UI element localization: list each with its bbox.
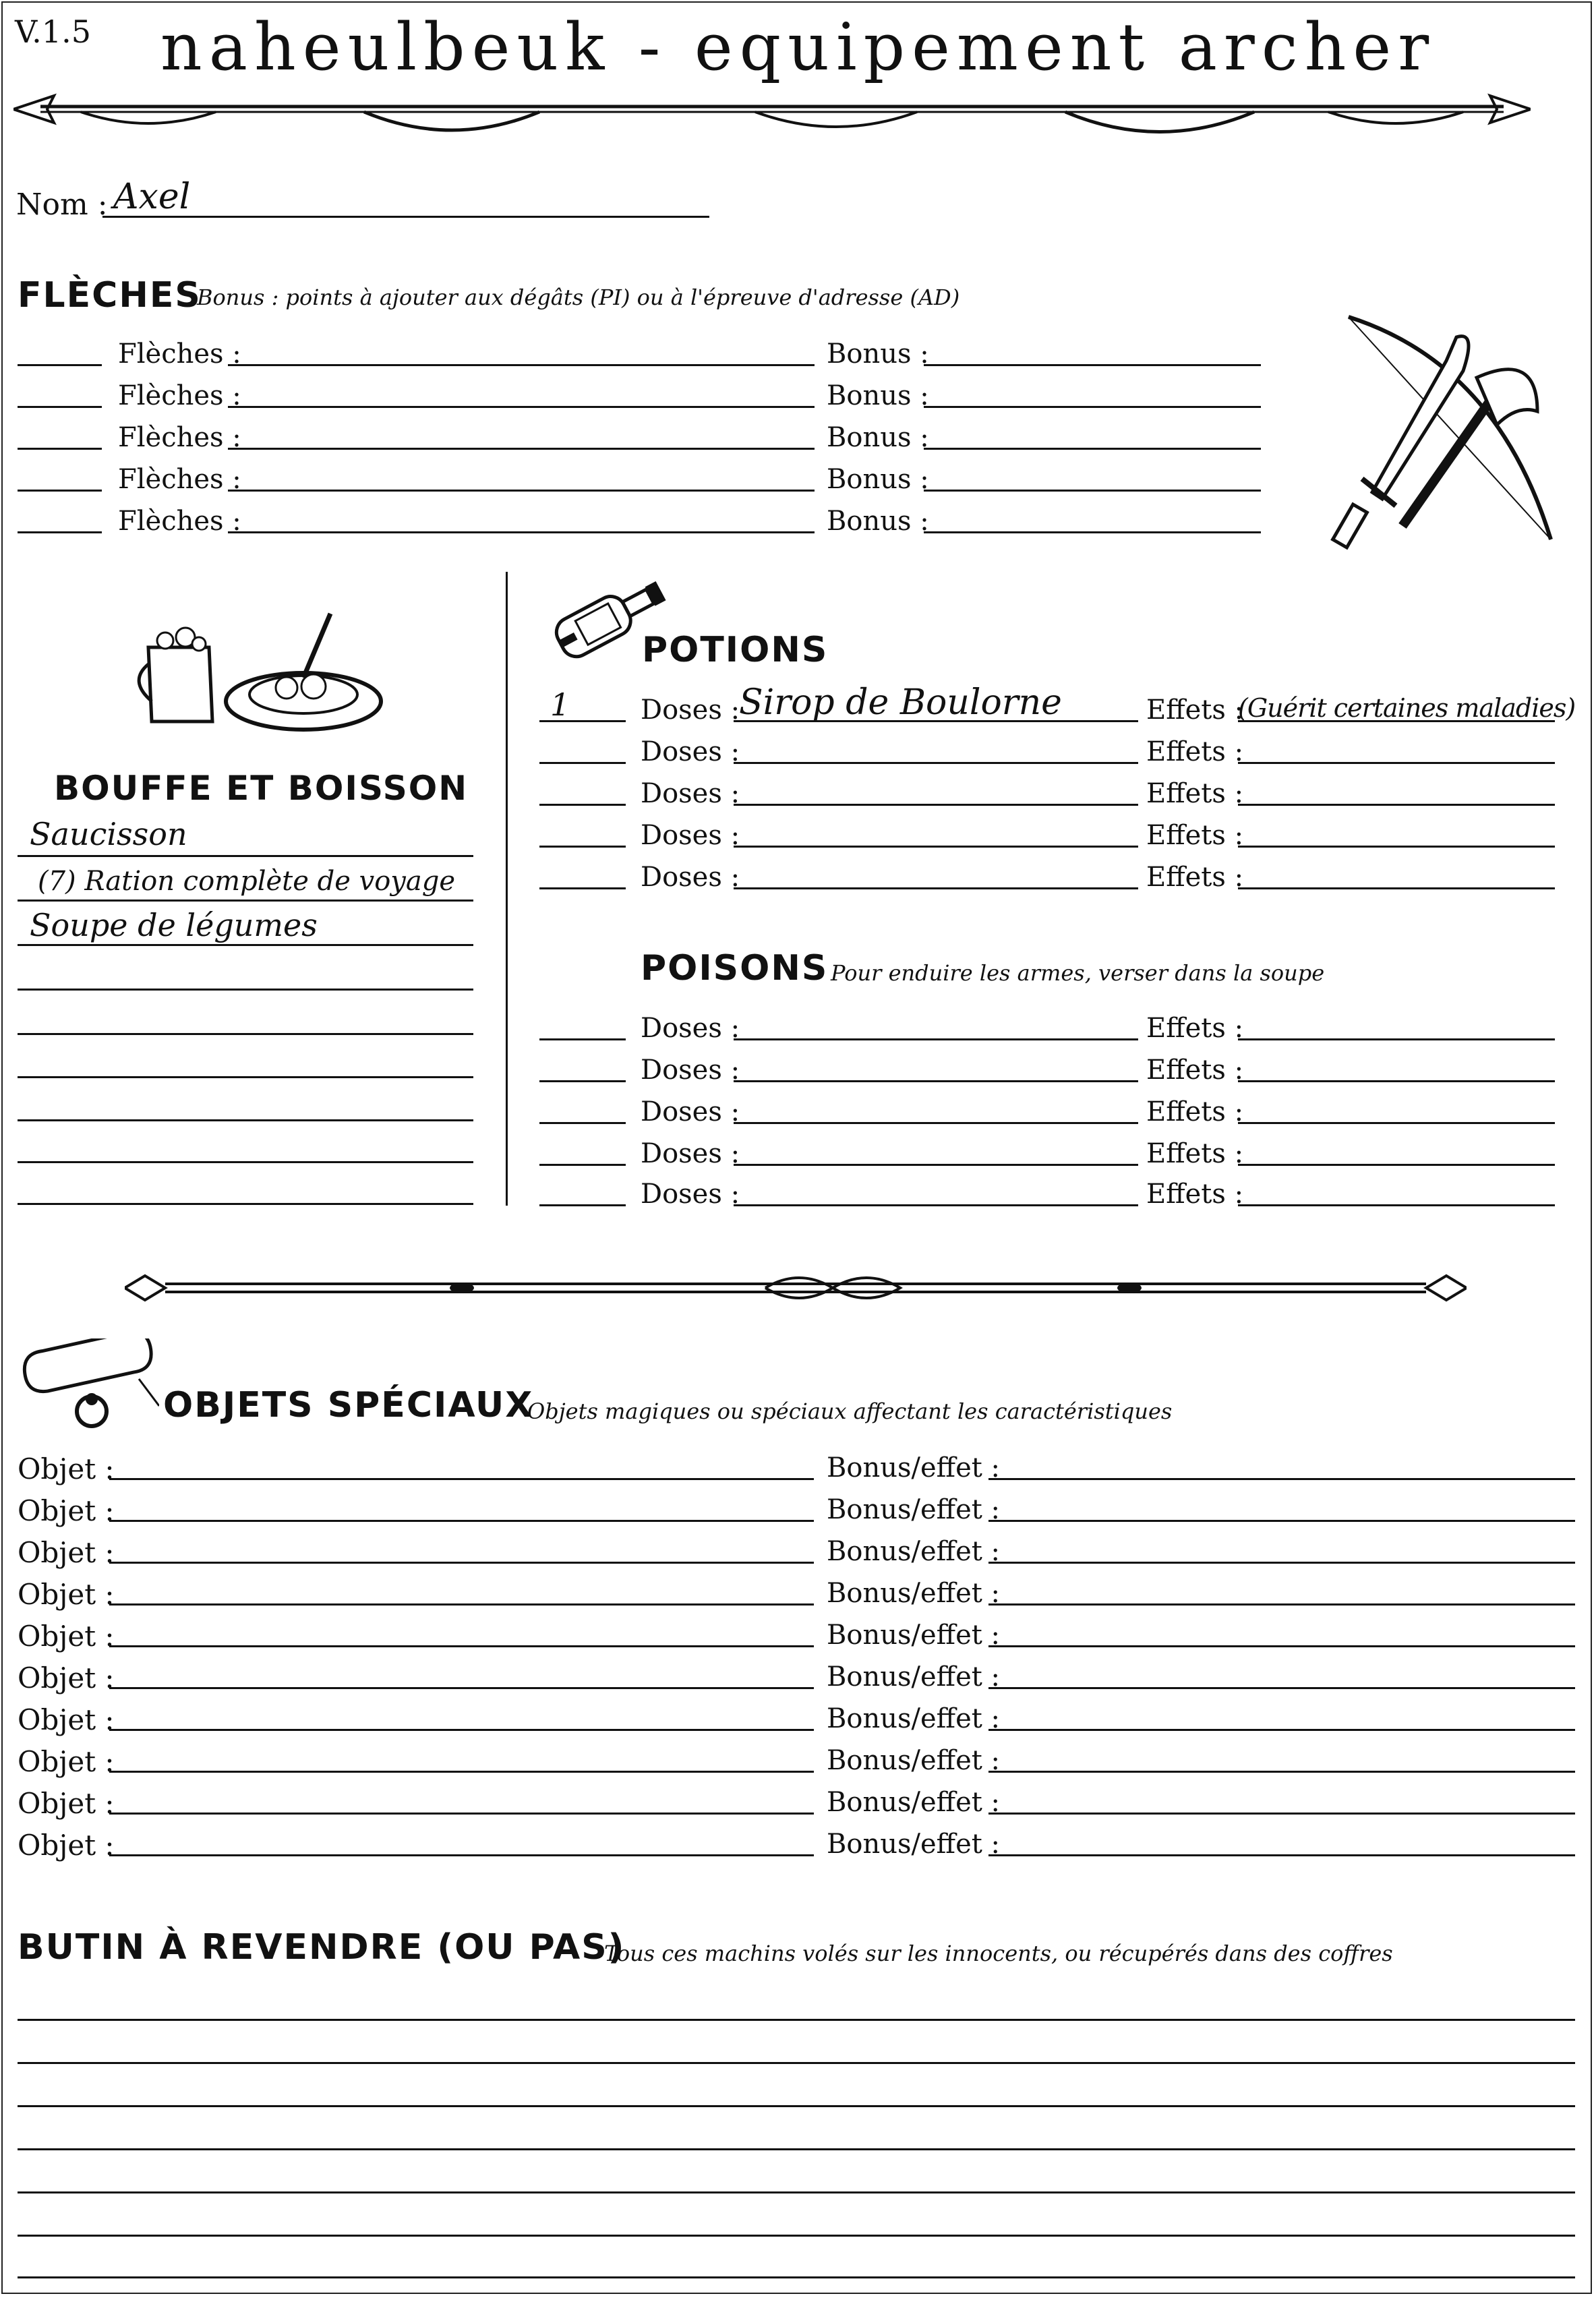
objet-bonus-line[interactable] <box>988 1645 1575 1647</box>
fleches-bonus-label: Bonus : <box>827 506 929 537</box>
poison-qty-line[interactable] <box>539 1122 626 1124</box>
fleches-bonus-label: Bonus : <box>827 422 929 453</box>
potion-effet-line[interactable] <box>1238 762 1555 764</box>
butin-line[interactable] <box>18 2191 1575 2193</box>
name-label: Nom : <box>16 187 108 222</box>
potion-qty-line[interactable] <box>539 846 626 848</box>
bouffe-heading: BOUFFE ET BOISSON <box>54 769 469 808</box>
potion-effet-line[interactable] <box>1238 846 1555 848</box>
butin-line[interactable] <box>18 2235 1575 2237</box>
objet-line[interactable] <box>109 1603 814 1605</box>
fleches-qty-line[interactable] <box>18 406 102 408</box>
poison-qty-line[interactable] <box>539 1080 626 1082</box>
bouffe-item[interactable]: Saucisson <box>30 816 187 852</box>
potion-doses-label: Doses : <box>641 820 740 851</box>
poisons-heading: POISONS <box>641 948 829 989</box>
fleches-bonus-line[interactable] <box>924 531 1261 533</box>
scroll-ring-icon <box>18 1338 159 1436</box>
bouffe-line[interactable] <box>18 900 473 902</box>
name-field-line[interactable] <box>102 216 709 218</box>
butin-note: Tous ces machins volés sur les innocents, ou récupérés dans des coffres <box>604 1941 1393 1966</box>
fleches-name-line[interactable] <box>228 448 815 450</box>
poison-effet-line[interactable] <box>1238 1164 1555 1166</box>
objets-heading: OBJETS SPÉCIAUX <box>163 1385 534 1425</box>
poison-effets-label: Effets : <box>1146 1179 1244 1210</box>
objet-line[interactable] <box>109 1771 814 1773</box>
fleches-note: Bonus : points à ajouter aux dégâts (PI) ou à l'épreuve d'adresse (AD) <box>197 285 960 310</box>
bouffe-line[interactable] <box>18 1203 473 1205</box>
bouffe-line[interactable] <box>18 1119 473 1121</box>
butin-line[interactable] <box>18 2062 1575 2064</box>
objet-label: Objet : <box>18 1745 115 1778</box>
potion-effets-label: Effets : <box>1146 736 1244 767</box>
potion-doses-label: Doses : <box>641 695 740 726</box>
objet-bonus-line[interactable] <box>988 1478 1575 1480</box>
fleches-qty-line[interactable] <box>18 364 102 366</box>
objet-bonus-line[interactable] <box>988 1854 1575 1856</box>
objet-label: Objet : <box>18 1620 115 1653</box>
objet-line[interactable] <box>109 1729 814 1731</box>
poison-qty-line[interactable] <box>539 1204 626 1206</box>
potion-qty-line[interactable] <box>539 804 626 806</box>
poison-effets-label: Effets : <box>1146 1055 1244 1086</box>
poison-doses-label: Doses : <box>641 1179 740 1210</box>
objet-label: Objet : <box>18 1578 115 1611</box>
fleches-bonus-label: Bonus : <box>827 338 929 370</box>
fleches-heading: FLÈCHES <box>18 275 202 316</box>
page-title: naheulbeuk - equipement archer <box>160 9 1436 85</box>
fleches-bonus-line[interactable] <box>924 448 1261 450</box>
poison-dose-line[interactable] <box>734 1080 1138 1082</box>
poison-doses-label: Doses : <box>641 1013 740 1044</box>
potion-qty-line[interactable] <box>539 887 626 889</box>
fleches-label: Flèches : <box>118 380 241 411</box>
objet-bonus-line[interactable] <box>988 1687 1575 1689</box>
poison-effets-label: Effets : <box>1146 1138 1244 1169</box>
objet-bonus-label: Bonus/effet : <box>827 1661 1001 1692</box>
objet-bonus-line[interactable] <box>988 1562 1575 1564</box>
fleches-label: Flèches : <box>118 422 241 453</box>
poison-effets-label: Effets : <box>1146 1013 1244 1044</box>
objet-bonus-line[interactable] <box>988 1729 1575 1731</box>
potions-heading: POTIONS <box>642 630 829 670</box>
bouffe-line[interactable] <box>18 1076 473 1078</box>
poison-dose-line[interactable] <box>734 1204 1138 1206</box>
poison-effet-line[interactable] <box>1238 1122 1555 1124</box>
objet-line[interactable] <box>109 1687 814 1689</box>
objet-line[interactable] <box>109 1813 814 1815</box>
bouffe-item[interactable]: Soupe de légumes <box>30 907 318 943</box>
objet-bonus-label: Bonus/effet : <box>827 1578 1001 1609</box>
objet-line[interactable] <box>109 1645 814 1647</box>
butin-line[interactable] <box>18 2276 1575 2278</box>
objet-bonus-line[interactable] <box>988 1813 1575 1815</box>
staff-divider-icon <box>125 1261 1467 1318</box>
fleches-label: Flèches : <box>118 506 241 537</box>
potion-qty-line[interactable] <box>539 762 626 764</box>
fleches-bonus-label: Bonus : <box>827 464 929 495</box>
objet-bonus-line[interactable] <box>988 1771 1575 1773</box>
potion-effet-line[interactable] <box>1238 804 1555 806</box>
objet-bonus-label: Bonus/effet : <box>827 1745 1001 1776</box>
butin-line[interactable] <box>18 2019 1575 2021</box>
objet-bonus-label: Bonus/effet : <box>827 1787 1001 1818</box>
objet-label: Objet : <box>18 1494 115 1527</box>
objet-line[interactable] <box>109 1520 814 1522</box>
bouffe-line[interactable] <box>18 944 473 946</box>
objet-label: Objet : <box>18 1787 115 1820</box>
fleches-bonus-label: Bonus : <box>827 380 929 411</box>
potion-doses-label: Doses : <box>641 862 740 893</box>
objet-bonus-label: Bonus/effet : <box>827 1829 1001 1860</box>
potion-effets-label: Effets : <box>1146 778 1244 809</box>
arrow-divider-icon <box>13 81 1531 155</box>
poison-effet-line[interactable] <box>1238 1080 1555 1082</box>
objet-line[interactable] <box>109 1478 814 1480</box>
potion-dose-line[interactable] <box>734 846 1138 848</box>
potion-qty[interactable]: 1 <box>550 686 570 723</box>
objet-bonus-line[interactable] <box>988 1520 1575 1522</box>
potion-dose-value[interactable]: Sirop de Boulorne <box>739 682 1062 723</box>
fleches-bonus-line[interactable] <box>924 364 1261 366</box>
name-value[interactable]: Axel <box>113 177 191 217</box>
poison-qty-line[interactable] <box>539 1164 626 1166</box>
objet-bonus-label: Bonus/effet : <box>827 1620 1001 1651</box>
fleches-name-line[interactable] <box>228 490 815 492</box>
objet-bonus-label: Bonus/effet : <box>827 1703 1001 1734</box>
objets-note: Objets magiques ou spéciaux affectant les caractéristiques <box>527 1398 1173 1424</box>
poison-doses-label: Doses : <box>641 1096 740 1127</box>
objet-label: Objet : <box>18 1661 115 1695</box>
potion-dose-line[interactable] <box>734 887 1138 889</box>
fleches-name-line[interactable] <box>228 364 815 366</box>
objet-label: Objet : <box>18 1536 115 1569</box>
objet-label: Objet : <box>18 1452 115 1485</box>
poison-dose-line[interactable] <box>734 1122 1138 1124</box>
fleches-bonus-line[interactable] <box>924 406 1261 408</box>
bouffe-item[interactable]: (7) Ration complète de voyage <box>38 866 456 897</box>
bouffe-line[interactable] <box>18 1161 473 1163</box>
objet-line[interactable] <box>109 1854 814 1856</box>
fleches-label: Flèches : <box>118 464 241 495</box>
fleches-qty-line[interactable] <box>18 448 102 450</box>
potion-effet-line[interactable] <box>1238 887 1555 889</box>
fleches-bonus-line[interactable] <box>924 490 1261 492</box>
fleches-qty-line[interactable] <box>18 531 102 533</box>
poison-dose-line[interactable] <box>734 1164 1138 1166</box>
objet-bonus-label: Bonus/effet : <box>827 1536 1001 1567</box>
poisons-note: Pour enduire les armes, verser dans la soupe <box>831 960 1325 986</box>
objet-label: Objet : <box>18 1703 115 1736</box>
poison-qty-line[interactable] <box>539 1038 626 1040</box>
objet-bonus-line[interactable] <box>988 1603 1575 1605</box>
objet-label: Objet : <box>18 1829 115 1862</box>
fleches-name-line[interactable] <box>228 531 815 533</box>
fleches-qty-line[interactable] <box>18 490 102 492</box>
butin-line[interactable] <box>18 2148 1575 2150</box>
bouffe-line[interactable] <box>18 1033 473 1035</box>
poison-effet-line[interactable] <box>1238 1038 1555 1040</box>
objet-line[interactable] <box>109 1562 814 1564</box>
version-label: V.1.5 <box>15 13 91 50</box>
potion-effets-label: Effets : <box>1146 820 1244 851</box>
potion-effets-label: Effets : <box>1146 695 1244 726</box>
butin-heading: BUTIN À REVENDRE (OU PAS) <box>18 1927 626 1968</box>
objet-bonus-label: Bonus/effet : <box>827 1494 1001 1525</box>
fleches-label: Flèches : <box>118 338 241 370</box>
bouffe-line[interactable] <box>18 855 473 857</box>
objet-bonus-label: Bonus/effet : <box>827 1452 1001 1483</box>
potion-dose-line[interactable] <box>734 762 1138 764</box>
crossed-weapons-icon <box>1322 310 1564 556</box>
bouffe-line[interactable] <box>18 989 473 991</box>
fleches-name-line[interactable] <box>228 406 815 408</box>
potion-doses-label: Doses : <box>641 736 740 767</box>
butin-line[interactable] <box>18 2105 1575 2107</box>
potion-effets-label: Effets : <box>1146 862 1244 893</box>
poison-doses-label: Doses : <box>641 1138 740 1169</box>
poison-effets-label: Effets : <box>1146 1096 1244 1127</box>
food-plate-icon <box>135 600 384 738</box>
column-separator <box>506 572 508 1206</box>
poison-effet-line[interactable] <box>1238 1204 1555 1206</box>
poison-doses-label: Doses : <box>641 1055 740 1086</box>
potion-doses-label: Doses : <box>641 778 740 809</box>
potion-effet-value[interactable]: (Guérit certaines maladies) <box>1238 693 1576 723</box>
potion-dose-line[interactable] <box>734 804 1138 806</box>
poison-dose-line[interactable] <box>734 1038 1138 1040</box>
